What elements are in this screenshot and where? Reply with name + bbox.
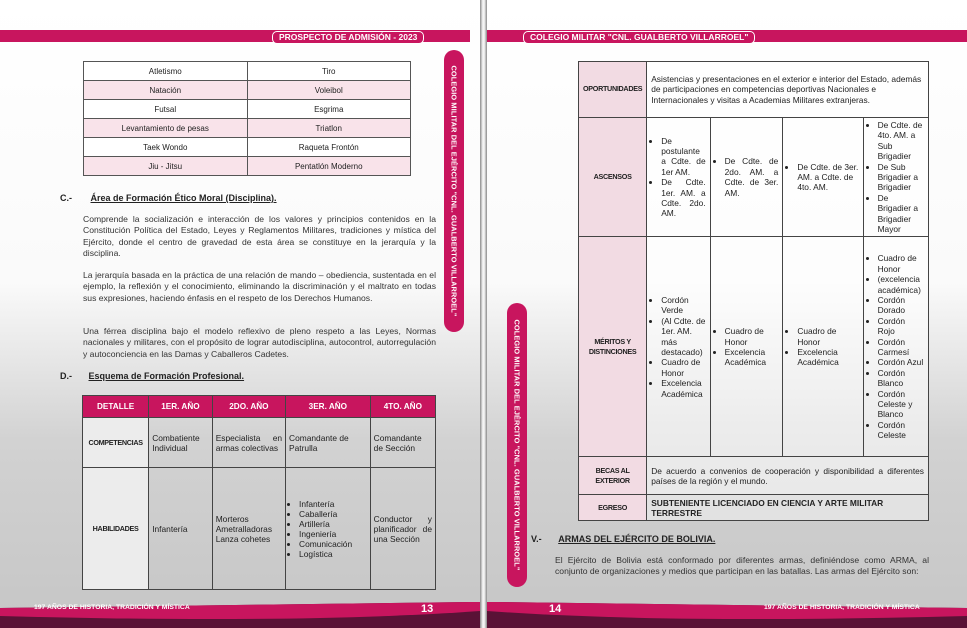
sport-cell: Triatlon	[247, 119, 411, 138]
ascensos-y2-list	[715, 156, 779, 198]
competencias-y2: Especialista en armas colectivas	[212, 418, 285, 468]
header-detalle: DETALLE	[83, 396, 149, 418]
section-d-title: Esquema de Formación Profesional.	[88, 371, 245, 381]
table-row	[84, 157, 411, 176]
section-v-heading	[531, 534, 715, 544]
list-item: • De postulante a Cdte. de 1er AM.	[661, 136, 705, 178]
ascensos-label: ASCENSOS	[579, 118, 647, 237]
competencias-label: COMPETENCIAS	[83, 418, 149, 468]
habilidades-y2-item: Ametralladoras	[215, 523, 273, 534]
competencias-y1: Combatiente Individual	[149, 418, 213, 468]
formation-schema-table	[82, 395, 436, 590]
table-row	[84, 100, 411, 119]
habilidades-y1: Infantería	[149, 468, 213, 590]
ascensos-y1-list	[651, 136, 705, 219]
habilidades-y3	[286, 468, 371, 590]
section-c-title: Área de Formación Ético Moral (Disciplina).	[90, 193, 277, 203]
list-item: • De Brigadier a Brigadier Mayor	[878, 193, 924, 235]
meritos-row	[579, 237, 929, 457]
sport-cell: Jiu - Jitsu	[84, 157, 248, 176]
list-item: • Cordón Azul	[878, 357, 924, 367]
ascensos-y4	[863, 118, 928, 237]
meritos-y3	[783, 237, 863, 457]
list-item: • Excelencia Académica	[661, 378, 705, 399]
oportunidades-row	[579, 62, 929, 118]
sport-cell: Natación	[84, 81, 248, 100]
sport-cell: Atletismo	[84, 62, 248, 81]
habilidades-y2-item: Lanza cohetes	[215, 533, 271, 544]
header-year-2: 2DO. AÑO	[212, 396, 285, 418]
list-item: • Cuadro de Honor	[725, 326, 779, 347]
section-d-letter: D.-	[60, 371, 72, 381]
habilidades-y2-item: Morteros	[215, 513, 249, 524]
list-item: • Cuadro de Honor	[661, 357, 705, 378]
section-c-heading	[60, 193, 277, 203]
left-page	[0, 0, 480, 628]
list-item: • De Sub Brigadier a Brigadier	[878, 162, 924, 193]
list-item: • Artillería	[299, 519, 367, 529]
competencias-y3: Comandante de Patrulla	[286, 418, 371, 468]
competencias-row	[83, 418, 436, 468]
meritos-y3-list	[787, 326, 858, 368]
list-item: • Cordón Verde	[661, 295, 705, 316]
habilidades-y3-list	[289, 499, 367, 559]
table-row	[84, 138, 411, 157]
section-c-paragraph-2: La jerarquía basada en la práctica de una relación de mando – obediencia, sustentada en el ejemplo, la reflexión y el conocimiento, eliminando la discriminación y el maltrato en todas sus expresiones, haciendo énfasis en el respeto de los Derechos Humanos.	[83, 270, 436, 303]
habilidades-y4: Conductor y planificador de una Sección	[370, 468, 435, 590]
list-item: • Comunicación	[299, 539, 367, 549]
list-item: • Logística	[299, 549, 367, 559]
header-label: PROSPECTO DE ADMISIÓN - 2023	[272, 31, 424, 44]
meritos-label: MÉRITOS Y DISTINCIONES	[579, 237, 647, 457]
egreso-text: SUBTENIENTE LICENCIADO EN CIENCIA Y ARTE MILITAR TERRESTRE	[647, 495, 929, 521]
sport-cell: Voleibol	[247, 81, 411, 100]
list-item: • Cordón Rojo	[878, 316, 924, 337]
list-item: • Cuadro de Honor	[878, 253, 924, 274]
egreso-label: EGRESO	[579, 495, 647, 521]
ascensos-y4-list	[868, 120, 924, 234]
habilidades-y2	[212, 468, 285, 590]
list-item: • Cordón Dorado	[878, 295, 924, 316]
footer-text: 197 AÑOS DE HISTORIA, TRADICIÓN Y MÍSTICA	[34, 604, 190, 611]
side-banner-text: COLEGIO MILITAR DEL EJÉRCITO "CNL. GUALBERTO VILLARROEL"	[512, 319, 522, 571]
list-item: • De Cdte. de 2do. AM. a Cdte. de 3er. AM.	[725, 156, 779, 198]
list-item: • Caballería	[299, 509, 367, 519]
header-label: COLEGIO MILITAR "CNL. GUALBERTO VILLARROEL"	[523, 31, 755, 44]
section-c-paragraph-3: Una férrea disciplina bajo el modelo reflexivo de pleno respeto a las Leyes, Normas nacionales y militares, con el propósito de lograr autodisciplina, autocontrol, autorregulación y autoconciencia en las Damas y Caballeros Cadetes.	[83, 326, 436, 359]
side-banner-text: COLEGIO MILITAR DEL EJÉRCITO "CNL. GUALBERTO VILLARROEL"	[449, 65, 459, 317]
sport-cell: Levantamiento de pesas	[84, 119, 248, 138]
section-v-letter: V.-	[531, 534, 542, 544]
list-item: • Cuadro de Honor	[797, 326, 858, 347]
sport-cell: Futsal	[84, 100, 248, 119]
book-gutter	[480, 0, 487, 628]
sport-cell: Pentatlón Moderno	[247, 157, 411, 176]
list-item: • Cordón Celeste y Blanco	[878, 389, 924, 420]
list-item: • Ingeniería	[299, 529, 367, 539]
sport-cell: Raqueta Frontón	[247, 138, 411, 157]
schema-header-row	[83, 396, 436, 418]
table-row	[84, 62, 411, 81]
meritos-y4	[863, 237, 928, 457]
right-page	[487, 0, 967, 628]
meritos-y1	[647, 237, 710, 457]
meritos-y2-list	[715, 326, 779, 368]
meritos-y2	[710, 237, 783, 457]
section-c-paragraph-1: Comprende la socialización e interacción de los valores y principios contenidos en la Constitución Política del Estado, Leyes y Reglamentos Militares, tradiciones y mística del Ejército, donde el centro de gravedad de esta área se constituye en la jerarquía y la disciplina.	[83, 214, 436, 258]
ascensos-row	[579, 118, 929, 237]
list-item: • (Al Cdte. de 1er. AM. más destacado)	[661, 316, 705, 358]
header-year-4: 4TO. AÑO	[370, 396, 435, 418]
meritos-y1-list	[651, 295, 705, 399]
sport-cell: Taek Wondo	[84, 138, 248, 157]
list-item: • (excelencia académica)	[878, 274, 924, 295]
ascensos-y1	[647, 118, 710, 237]
side-banner	[507, 303, 527, 587]
section-d-heading	[60, 371, 244, 381]
competencias-y4: Comandante de Sección	[370, 418, 435, 468]
footer-text: 197 AÑOS DE HISTORIA, TRADICIÓN Y MÍSTICA	[764, 604, 920, 611]
page-number: 13	[421, 603, 434, 615]
ascensos-y3	[783, 118, 863, 237]
oportunidades-label: OPORTUNIDADES	[579, 62, 647, 118]
sports-table	[83, 61, 411, 176]
list-item: • Excelencia Académica	[725, 347, 779, 368]
list-item: • Cordón Celeste	[878, 420, 924, 441]
side-banner	[444, 50, 464, 332]
habilidades-row	[83, 468, 436, 590]
list-item: • Cordón Blanco	[878, 368, 924, 389]
list-item: • De Cdte. 1er. AM. a Cdte. 2do. AM.	[661, 177, 705, 219]
section-c-letter: C.-	[60, 193, 72, 203]
meritos-y4-list	[868, 253, 924, 440]
list-item: • Excelencia Académica	[797, 347, 858, 368]
page-number: 14	[549, 603, 562, 615]
ascensos-y2	[710, 118, 783, 237]
section-v-title: ARMAS DEL EJÉRCITO DE BOLIVIA.	[558, 534, 716, 544]
header-year-1: 1ER. AÑO	[149, 396, 213, 418]
table-row	[84, 81, 411, 100]
becas-row	[579, 457, 929, 495]
ascensos-y3-list	[787, 162, 858, 193]
sport-cell: Tiro	[247, 62, 411, 81]
list-item: • Cordón Carmesí	[878, 337, 924, 358]
becas-label: BECAS AL EXTERIOR	[579, 457, 647, 495]
table-row	[84, 119, 411, 138]
egreso-row	[579, 495, 929, 521]
sport-cell: Esgrima	[247, 100, 411, 119]
list-item: • Infantería	[299, 499, 367, 509]
oportunidades-text: Asistencias y presentaciones en el exterior e interior del Estado, además de participaciones en competencias deportivas Nacionales e Internacionales y visitas a Academias Militares extranjeras.	[647, 62, 929, 118]
header-year-3: 3ER. AÑO	[286, 396, 371, 418]
habilidades-label: HABILIDADES	[83, 468, 149, 590]
list-item: • De Cdte. de 3er. AM. a Cdte. de 4to. AM.	[797, 162, 858, 193]
section-v-paragraph: El Ejército de Bolivia está conformado por diferentes armas, definiéndose como ARMA, al conjunto de organizaciones y medios que participan en las batallas. Las armas del Ejército son:	[555, 555, 929, 577]
list-item: • De Cdte. de 4to. AM. a Sub Brigadier	[878, 120, 924, 162]
becas-text: De acuerdo a convenios de cooperación y disponibilidad a diferentes países de la región y el mundo.	[647, 457, 929, 495]
cadet-info-table	[578, 61, 929, 521]
